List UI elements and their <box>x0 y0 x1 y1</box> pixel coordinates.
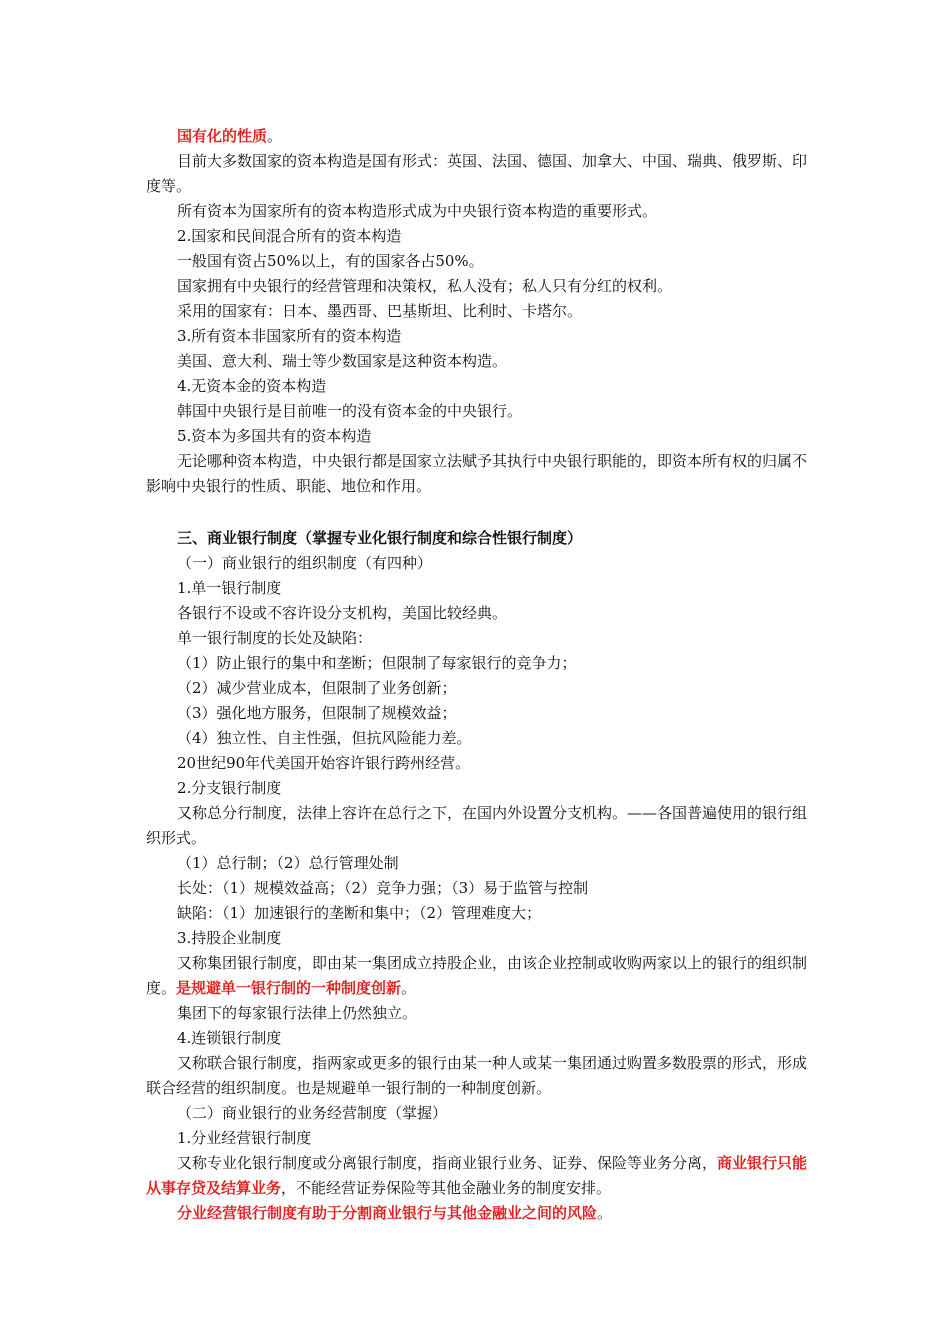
paragraph-summary: 无论哪种资本构造，中央银行都是国家立法赋予其执行中央银行职能的，即资本所有权的归属不影响中央银行的性质、职能、地位和作用。 <box>146 452 808 495</box>
paragraph-separated-definition: 又称专业化银行制度或分离银行制度，指商业银行业务、证券、保险等业务分离，商业银行只能从事存贷及结算业务，不能经营证券保险等其他金融业务的制度安排。 <box>146 1154 808 1197</box>
paragraph-holding-definition: 又称集团银行制度，即由某一集团成立持股企业，由该企业控制或收购两家以上的银行的组织制度。是规避单一银行制的一种制度创新。 <box>146 954 808 997</box>
document-page <box>146 124 810 1226</box>
paragraph-interstate: 20世纪90年代美国开始容许银行跨州经营。 <box>177 754 471 772</box>
list-item: （3）强化地方服务，但限制了规模效益； <box>177 704 457 722</box>
highlight-text: 分业经营银行制度有助于分割商业银行与其他金融业之间的风险 <box>177 1204 598 1222</box>
subheading-business-operation: （二）商业银行的业务经营制度（掌握） <box>177 1104 448 1122</box>
highlight-text: 是规避单一银行制的一种制度创新 <box>176 979 402 997</box>
paragraph-korea: 韩国中央银行是目前唯一的没有资本金的中央银行。 <box>177 402 523 420</box>
paragraph-mixed-ratio: 一般国有资占50%以上，有的国家各占50%。 <box>177 252 484 270</box>
list-item: （2）减少营业成本，但限制了业务创新； <box>177 679 457 697</box>
paragraph-state-owned-countries: 目前大多数国家的资本构造是国有形式：英国、法国、德国、加拿大、中国、瑞典、俄罗斯、印度等。 <box>146 152 808 195</box>
paragraph-mixed-countries: 采用的国家有：日本、墨西哥、巴基斯坦、比利时、卡塔尔。 <box>177 302 583 320</box>
highlight-text: 商业银行只能从事存贷及结算业务 <box>146 1154 808 1197</box>
paragraph-branch-definition: 又称总分行制度，法律上容许在总行之下，在国内外设置分支机构。——各国普遍使用的银行组织形式。 <box>146 804 808 847</box>
paragraph-state-capital: 所有资本为国家所有的资本构造形式成为中央银行资本构造的重要形式。 <box>177 202 658 220</box>
heading-separated-operation: 1.分业经营银行制度 <box>177 1129 312 1147</box>
subheading-organization: （一）商业银行的组织制度（有四种） <box>177 554 433 572</box>
heading-no-capital: 4.无资本金的资本构造 <box>177 377 327 395</box>
heading-chain-banking: 4.连锁银行制度 <box>177 1029 282 1047</box>
paragraph-non-state-countries: 美国、意大利、瑞士等少数国家是这种资本构造。 <box>177 352 508 370</box>
heading-non-state: 3.所有资本非国家所有的资本构造 <box>177 327 402 345</box>
highlight-text: 国有化的性质 <box>177 127 268 145</box>
heading-mixed-ownership: 2.国家和民间混合所有的资本构造 <box>177 227 402 245</box>
list-item: （4）独立性、自主性强，但抗风险能力差。 <box>177 729 472 747</box>
section-heading-commercial-banks: 三、商业银行制度（掌握专业化银行制度和综合性银行制度） <box>177 529 583 547</box>
paragraph-unit-pros-cons: 单一银行制度的长处及缺陷： <box>177 629 373 647</box>
paragraph-holding-independence: 集团下的每家银行法律上仍然独立。 <box>177 1004 418 1022</box>
spacer <box>146 499 810 524</box>
paragraph-chain-definition: 又称联合银行制度，指两家或更多的银行由某一种人或某一集团通过购置多数股票的形式，形成联合经营的组织制度。也是规避单一银行制的一种制度创新。 <box>146 1054 808 1097</box>
paragraph-unit-definition: 各银行不设或不容许设分支机构，美国比较经典。 <box>177 604 508 622</box>
paragraph-risk-separation: 分业经营银行制度有助于分割商业银行与其他金融业之间的风险。 <box>177 1204 613 1222</box>
paragraph-branch-types: （1）总行制；（2）总行管理处制 <box>177 854 399 872</box>
paragraph-branch-pros: 长处：（1）规模效益高；（2）竞争力强；（3）易于监管与控制 <box>177 879 589 897</box>
heading-branch-banking: 2.分支银行制度 <box>177 779 282 797</box>
paragraph-branch-cons: 缺陷：（1）加速银行的垄断和集中；（2）管理难度大； <box>177 904 542 922</box>
paragraph-nationalization: 国有化的性质。 <box>177 127 283 145</box>
heading-holding-company: 3.持股企业制度 <box>177 929 282 947</box>
list-item: （1）防止银行的集中和垄断；但限制了每家银行的竞争力； <box>177 654 577 672</box>
heading-unit-banking: 1.单一银行制度 <box>177 579 282 597</box>
paragraph-mixed-rights: 国家拥有中央银行的经营管理和决策权，私人没有；私人只有分红的权利。 <box>177 277 673 295</box>
heading-multinational: 5.资本为多国共有的资本构造 <box>177 427 372 445</box>
